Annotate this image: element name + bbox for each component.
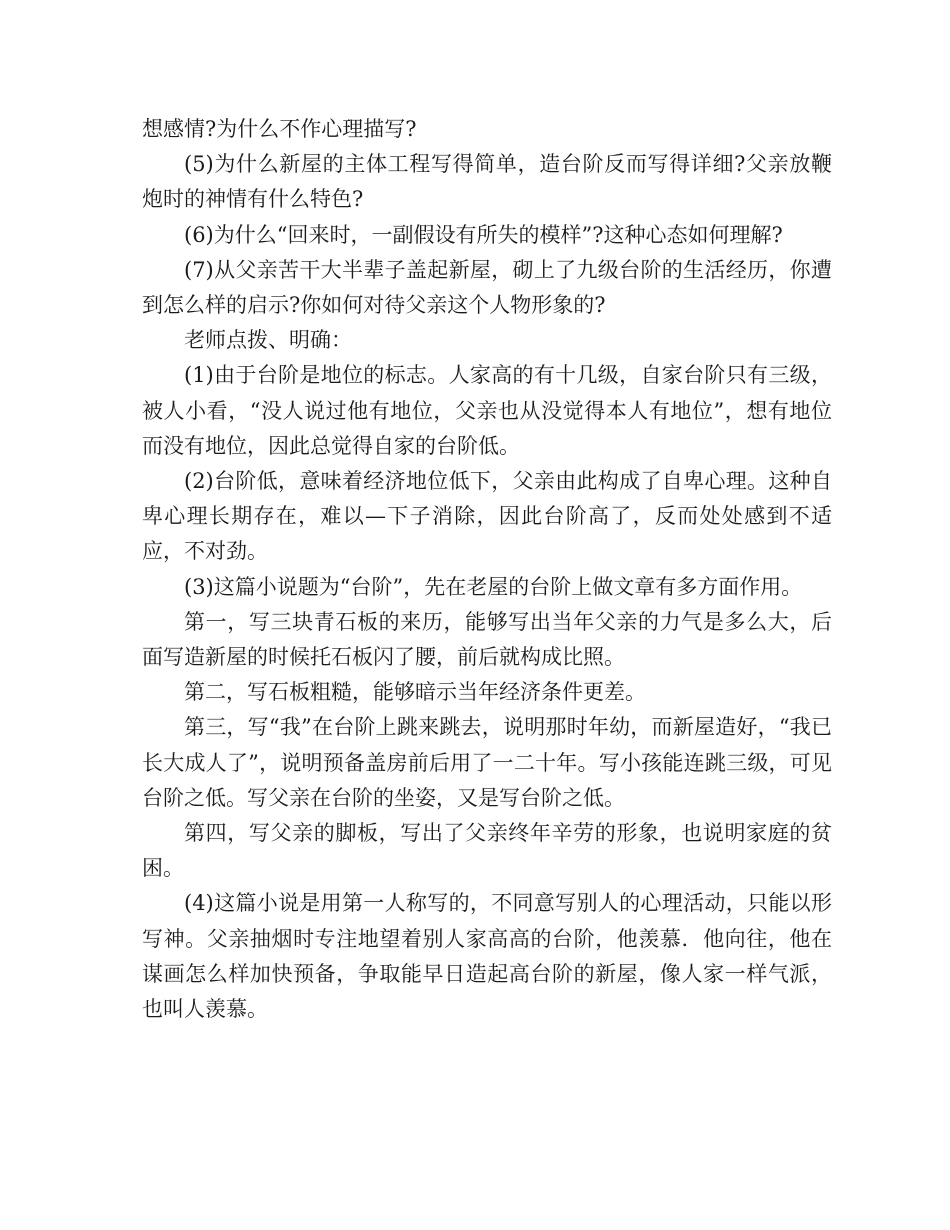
paragraph-question-6: (6)为什么“回来时，一副假设有所失的模样”?这种心态如何理解? [184,222,783,247]
paragraph-point-3: 第三，写“我”在台阶上跳来跳去，说明那时年幼，而新屋造好，“我已长大成人了”，说明预备盖房前后用了一二十年。写小孩能连跳三级，可见台阶之低。写父亲在台阶的坐姿，又是写台阶之低。 [142,715,832,810]
document-body [142,112,832,1027]
paragraph-question-7: (7)从父亲苦干大半辈子盖起新屋，砌上了九级台阶的生活经历，你遭到怎么样的启示?你如何对待父亲这个人物形象的? [142,257,832,318]
paragraph-answer-1: (1)由于台阶是地位的标志。人家高的有十几级，自家台阶只有三级，被人小看，“没人说过他有地位，父亲也从没觉得本人有地位”，想有地位而没有地位，因此总觉得自家的台阶低。 [142,363,832,458]
paragraph-answer-4: (4)这篇小说是用第一人称写的，不同意写别人的心理活动，只能以形写神。父亲抽烟时专注地望着别人家高高的台阶，他羡慕．他向往，他在谋画怎么样加快预备，争取能早日造起高台阶的新屋，像人家一样气派，也叫人羡慕。 [142,891,832,1022]
paragraph-point-4: 第四，写父亲的脚板，写出了父亲终年辛劳的形象，也说明家庭的贫困。 [142,821,832,881]
paragraph-answer-2: (2)台阶低，意味着经济地位低下，父亲由此构成了自卑心理。这种自卑心理长期存在，难以—下子消除，因此台阶高了，反而处处感到不适应，不对劲。 [142,469,832,564]
paragraph-point-2: 第二，写石板粗糙，能够暗示当年经济条件更差。 [184,680,646,705]
paragraph-teacher-heading: 老师点拨、明确： [184,328,352,353]
paragraph-point-1: 第一，写三块青石板的来历，能够写出当年父亲的力气是多么大，后面写造新屋的时候托石板闪了腰，前后就构成比照。 [142,609,832,670]
paragraph-continuation: 想感情?为什么不作心理描写? [142,117,417,141]
paragraph-answer-3: (3)这篇小说题为“台阶”，先在老屋的台阶上做文章有多方面作用。 [184,574,803,599]
paragraph-question-5: (5)为什么新屋的主体工程写得简单，造台阶反而写得详细?父亲放鞭炮时的神情有什么特色? [142,152,832,212]
